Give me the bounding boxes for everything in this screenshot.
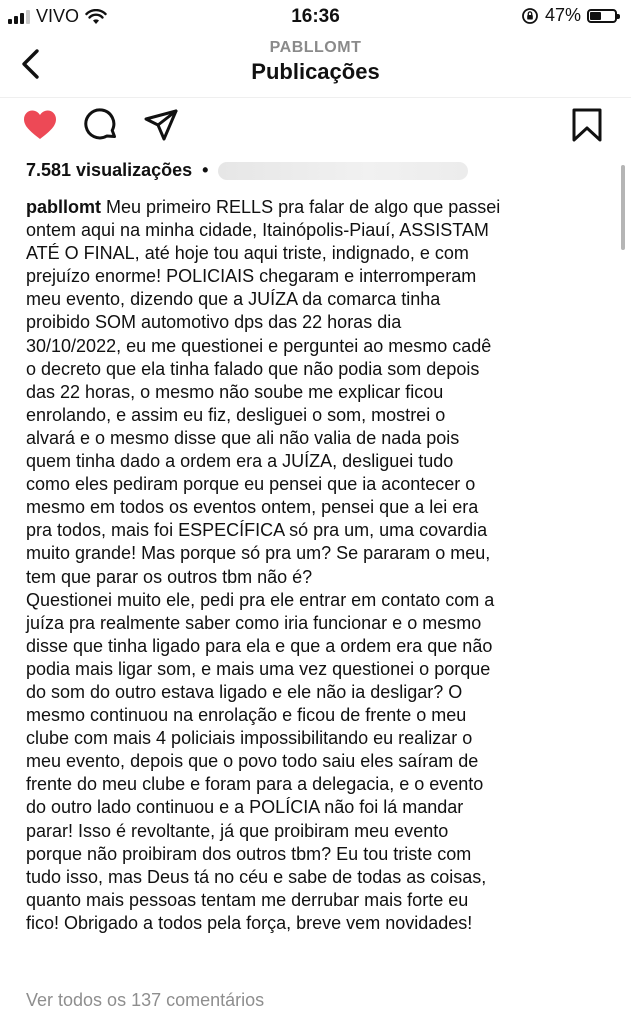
caption-text: Meu primeiro RELLS pra falar de algo que passei ontem aqui na minha cidade, Itainópolis-Piauí, ASSISTAM ATÉ O FINAL, até hoje tou aqui triste, indignado, e com prejuízo enorme! POLICIAIS chegaram e interromperam meu evento, dizendo que a JUÍZA da comarca tinha proibido SOM automotivo dps das 22 horas dia 30/10/2022, eu me questionei e perguntei ao mesmo cadê o decreto que ela tinha falado que não podia som depois das 22 horas, o mesmo não soube me explicar ficou enrolando, e assim eu fiz, desliguei o som, mostrei o alvará e o mesmo disse que ali não valia de nada pois quem tinha dado a ordem era a JUÍZA, desliguei tudo como eles pediram porque eu pensei que ia acontecer o mesmo em todos os eventos ontem, pensei que a lei era pra todos, mais foi ESPECÍFICA só pra um, uma covardia muito grande! Mas porque só pra um? Se pararam o meu, tem que parar os outros tbm não é? Questionei muito ele, pedi pra ele entrar em contato com a juíza pra realmente saber como iria funcionar e o mesmo disse que tinha ligado para ela e que a ordem era que não podia mais ligar som, e mais uma vez questionei o porque do som do outro estava ligado e ele não ia desligar? O mesmo continuou na enrolação e ficou de frente o meu clube com mais 4 policiais impossibilitando eu realizar o meu evento, depois que o povo todo saiu eles saíram de frente do meu clube e foram para a delegacia, e o evento do outro lado continuou e a POLÍCIA não foi lá mandar parar! Isso é revoltante, já que proibiram meu evento porque não proibiram dos outros tbm? Eu tou triste com tudo isso, mas Deus tá no céu e sabe de todas as coisas, quanto mais pessoas tentam me derrubar mais forte eu fico! Obrigado a todos pela força, breve vem novidades! — [26, 197, 501, 933]
page-title: Publicações — [251, 59, 380, 84]
bookmark-icon[interactable] — [568, 106, 606, 144]
status-time: 16:36 — [291, 6, 340, 27]
post-caption — [26, 196, 608, 935]
heart-filled-icon[interactable] — [21, 106, 59, 144]
header-username: PABLLOMT — [269, 39, 362, 56]
view-count: 7.581 visualizações — [26, 160, 193, 180]
battery-icon — [587, 9, 617, 23]
header — [0, 34, 631, 96]
battery-percent: 47% — [544, 5, 581, 25]
redacted-date — [218, 162, 468, 180]
share-icon[interactable] — [142, 106, 180, 144]
scrollbar[interactable] — [621, 165, 625, 250]
orientation-lock-icon — [521, 7, 539, 25]
separator-dot: • — [202, 160, 209, 180]
caption-username[interactable]: pabllomt — [26, 197, 101, 217]
carrier-label: VIVO — [36, 6, 80, 26]
post-actions — [0, 100, 631, 148]
status-bar — [0, 0, 631, 34]
header-divider — [0, 97, 631, 98]
comment-icon[interactable] — [82, 106, 120, 144]
views-row — [26, 160, 468, 181]
view-comments-link[interactable]: Ver todos os 137 comentários — [26, 990, 265, 1010]
status-right — [521, 5, 617, 26]
